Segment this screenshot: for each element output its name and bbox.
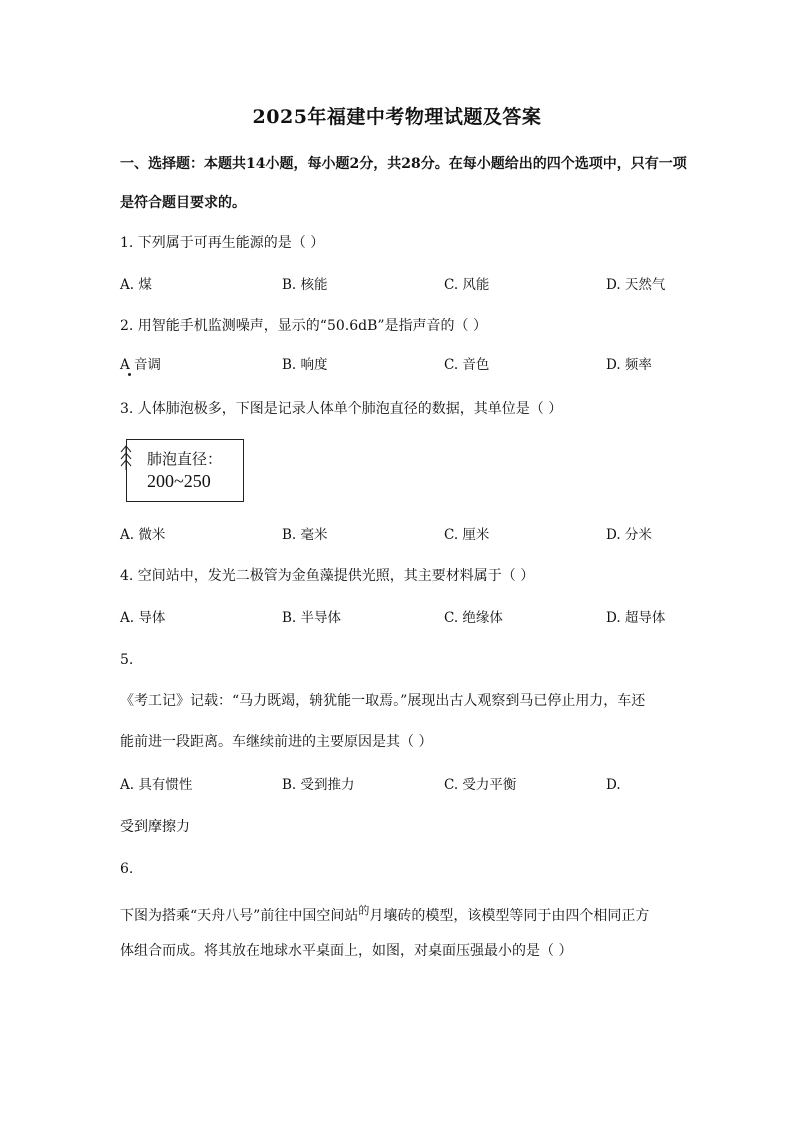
question-4-option-a: A. 导体 [120,610,166,626]
figure-value: 200~250 [147,471,211,491]
question-5-option-d: D. [606,777,621,793]
question-2-stem: 2. 用智能手机监测噪声，显示的“50.6dB”是指声音的（ ） [120,318,487,334]
question-3-option-b: B. 毫米 [282,527,328,543]
question-1-stem: 1. 下列属于可再生能源的是（ ） [120,235,325,251]
figure-label: 肺泡直径： [147,450,223,468]
question-2-option-d: D. 频率 [606,357,652,373]
question-4-stem: 4. 空间站中，发光二极管为金鱼藻提供光照，其主要材料属于（ ） [120,568,535,584]
stray-dot-mark [128,373,131,376]
question-4-option-d: D. 超导体 [606,610,666,626]
question-5-line2: 能前进一段距离。车继续前进的主要原因是其（ ） [120,734,433,750]
question-5-option-d-text: 受到摩擦力 [120,819,190,835]
question-2-option-b: B. 响度 [282,357,328,373]
question-2-option-c: C. 音色 [444,357,490,373]
question-6-line1-part2: 月壤砖的模型，该模型等同于由四个相同正方 [369,908,650,924]
question-5-option-c: C. 受力平衡 [444,777,517,793]
question-3-option-d: D. 分米 [606,527,652,543]
question-5-line1: 《考工记》记载：“马力既竭，辀犹能一取焉。”展现出古人观察到马已停止用力，车还 [120,693,646,709]
question-4-option-b: B. 半导体 [282,610,342,626]
question-6-number: 6. [120,861,134,877]
question-1-option-d: D. 天然气 [606,277,666,293]
question-6-line1-part1: 下图为搭乘“天舟八号”前往中国空间站 [120,908,359,924]
section-header-line2: 是符合题目要求的。 [120,195,246,211]
section-header-line1: 一、选择题：本题共14小题，每小题2分，共28分。在每小题给出的四个选项中，只有一项 [120,156,687,172]
question-1-option-c: C. 风能 [444,277,490,293]
page-title: 2025年福建中考物理试题及答案 [252,106,542,128]
question-3-option-c: C. 厘米 [444,527,490,543]
question-5-option-b: B. 受到推力 [282,777,355,793]
question-4-option-c: C. 绝缘体 [444,610,503,626]
question-5-option-a: A. 具有惯性 [120,777,193,793]
question-1-option-a: A. 煤 [120,277,152,293]
question-3-option-a: A. 微米 [120,527,166,543]
alveolus-diameter-figure [126,439,244,502]
question-6-line1 [120,902,649,925]
question-6-line1-sup: 的 [358,904,370,917]
question-5-number: 5. [120,652,134,668]
question-1-option-b: B. 核能 [282,277,328,293]
question-6-line2: 体组合而成。将其放在地球水平桌面上，如图，对桌面压强最小的是（ ） [120,943,573,959]
question-2-option-a: A 音调 [120,357,162,373]
question-3-stem: 3. 人体肺泡极多，下图是记录人体单个肺泡直径的数据，其单位是（ ） [120,401,563,417]
